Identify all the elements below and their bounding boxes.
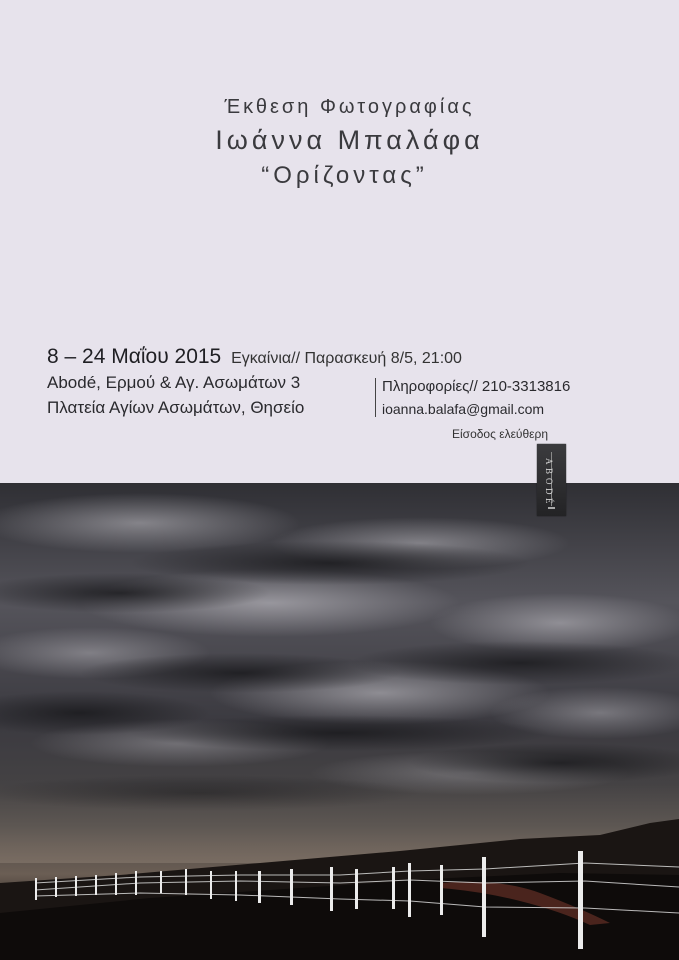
svg-text:É: É — [544, 498, 554, 504]
venue-location: Πλατεία Αγίων Ασωμάτων, Θησείο — [47, 398, 305, 417]
title-block — [0, 96, 679, 190]
abode-logo — [537, 444, 566, 516]
opening-info: Εγκαίνια// Παρασκευή 8/5, 21:00 — [231, 350, 462, 367]
landscape-image — [0, 483, 679, 960]
contact-email: ioanna.balafa@gmail.com — [382, 401, 545, 417]
svg-text:B: B — [544, 468, 554, 475]
storm-clouds-photo — [0, 483, 679, 960]
venue-address: Abodé, Ερμού & Αγ. Ασωμάτων 3 — [47, 373, 301, 392]
artist-name: Ιωάννα Μπαλάφα — [215, 125, 484, 155]
exhibition-label: Έκθεση Φωτογραφίας — [224, 96, 475, 118]
contact-info — [375, 378, 570, 417]
svg-text:A: A — [544, 458, 554, 465]
free-entry-note: Είσοδος ελεύθερη — [452, 427, 549, 441]
svg-text:D: D — [544, 488, 554, 495]
svg-text:O: O — [544, 478, 554, 485]
event-dates-line — [47, 345, 462, 369]
event-dates: 8 – 24 Μαΐου 2015 — [47, 345, 222, 368]
info-phone: Πληροφορίες// 210-3313816 — [382, 378, 571, 395]
exhibition-title: “Ορίζοντας” — [261, 162, 428, 189]
logo-mark-icon — [537, 444, 566, 516]
